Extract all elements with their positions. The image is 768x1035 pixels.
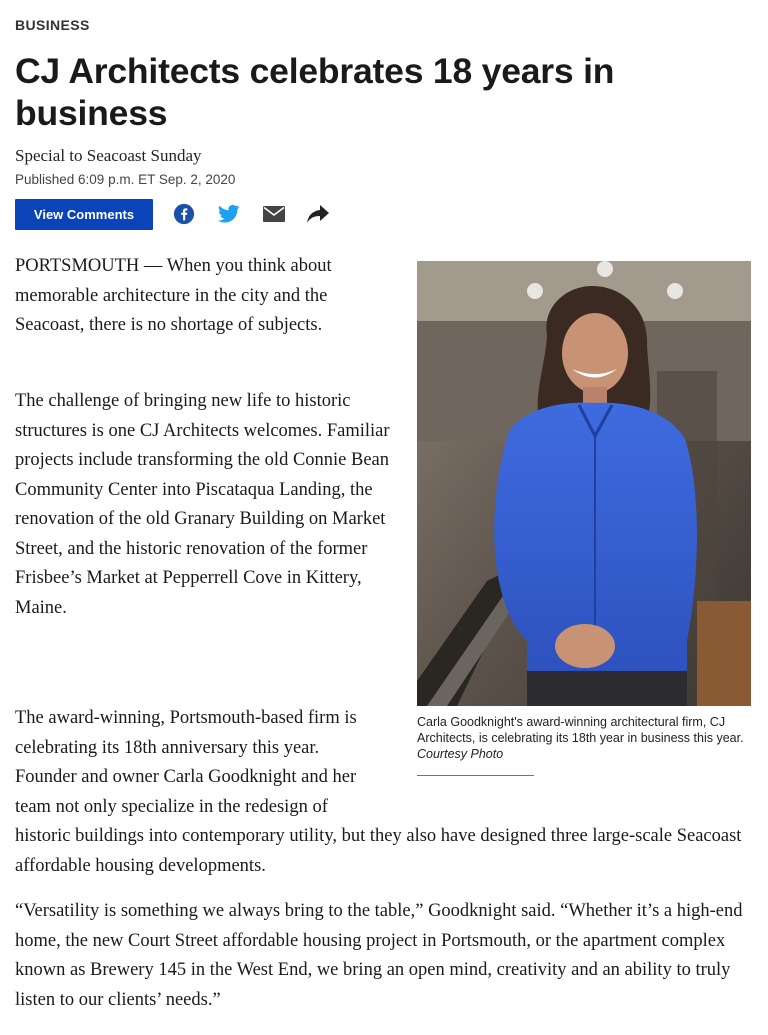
twitter-icon bbox=[218, 204, 240, 224]
article-photo[interactable] bbox=[417, 261, 751, 706]
article-paragraph: PORTSMOUTH — When you think about memorable architecture in the city and the Seacoast, there is no shortage of subjects. bbox=[15, 256, 332, 335]
headline: CJ Architects celebrates 18 years in business bbox=[15, 51, 615, 133]
twitter-share-button[interactable] bbox=[217, 202, 241, 226]
published-date: Published 6:09 p.m. ET Sep. 2, 2020 bbox=[15, 172, 236, 187]
article-paragraph: “Versatility is something we always bring to the table,” Goodknight said. “Whether it’s a high-end home, the new Court Street affordable housing project in Portsmouth, or the apartment complex known as Brewery 145 in the West End, we bring an open mind, creativity and an ability to truly listen to our clients’ needs.” bbox=[15, 901, 743, 1010]
section-label[interactable]: BUSINESS bbox=[15, 17, 90, 33]
email-share-button[interactable] bbox=[262, 202, 286, 226]
article-paragraph-text: The award-winning, Portsmouth-based firm is celebrating its 18th anniversary this year. Founder and owner Carla Goodknight and her team not only specialize in the redesign of historic buildings into contemporary utility, but they also have designed three large-scale Seacoast affordable housing developments. bbox=[15, 708, 742, 876]
photo-credit: Courtesy Photo bbox=[417, 747, 504, 761]
byline: Special to Seacoast Sunday bbox=[15, 146, 202, 165]
facebook-share-button[interactable] bbox=[172, 202, 196, 226]
portrait-photo bbox=[417, 261, 751, 706]
view-comments-button[interactable]: View Comments bbox=[15, 199, 153, 230]
float-spacer bbox=[360, 704, 755, 814]
article-paragraph bbox=[15, 704, 755, 881]
caption-text: Carla Goodknight's award-winning architectural firm, CJ Architects, is celebrating its 18th year in business this year. bbox=[417, 715, 744, 745]
share-arrow-icon bbox=[307, 205, 329, 223]
share-more-button[interactable] bbox=[306, 202, 330, 226]
facebook-icon bbox=[173, 203, 195, 225]
email-icon bbox=[263, 206, 285, 222]
article-paragraph: The challenge of bringing new life to historic structures is one CJ Architects welcomes. Familiar projects include transforming the old Connie Bean Community Center into Piscataqua Landing, the renovation of the old Granary Building on Market Street, and the historic renovation of the former Frisbee’s Market at Pepperrell Cove in Kittery, Maine. bbox=[15, 391, 390, 618]
